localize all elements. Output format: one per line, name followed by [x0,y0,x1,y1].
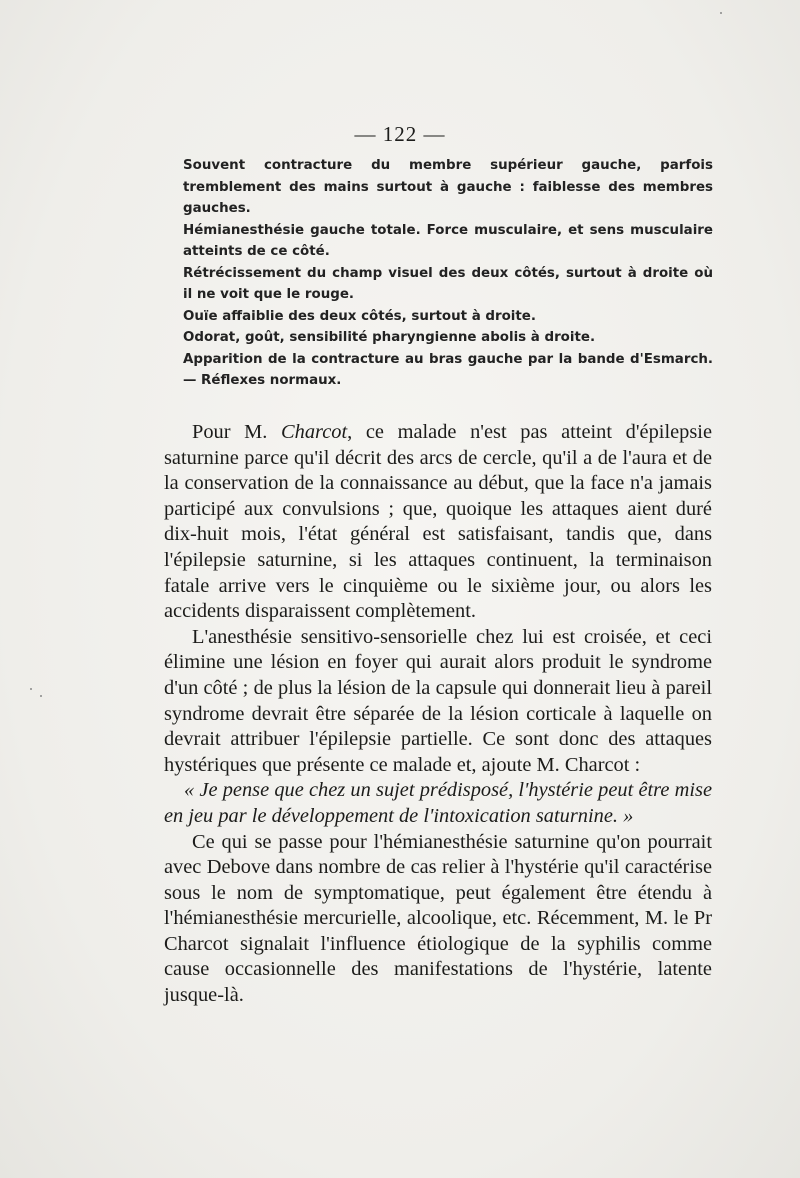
note-line: Odorat, goût, sensibilité pharyngienne abolis à droite. [183,330,596,345]
page-speck [30,688,32,690]
note-line: Hémianesthésie gauche totale. Force musculaire, et sens musculaire atteints de ce côté. [183,222,713,259]
charcot-name: Charcot [281,421,348,443]
paragraph-1 [164,420,712,625]
note-line: Apparition de la contracture au bras gauche par la bande d'Esmarch. — Réflexes normaux. [183,351,713,388]
clinical-notes [183,155,713,392]
charcot-quote: « Je pense que chez un sujet prédisposé, l'hystérie peut être mise en jeu par le développement de l'intoxication saturnine. » [164,779,712,827]
paragraph-1-start: Pour M. [192,421,282,443]
note-line: Rétrécissement du champ visuel des deux côtés, surtout à droite où il ne voit que le rouge. [183,265,713,302]
paragraph-3: Ce qui se passe pour l'hémianesthésie saturnine qu'on pourrait avec Debove dans nombre de cas relier à l'hystérie qu'il caractérise sous le nom de symptomatique, peut également être étendu à l'hémianesthésie mercurielle, alcoolique, etc. Récemment, M. le Pr Charcot signalait l'influence étiologique de la syphilis comme cause occasionnelle des manifestations de l'hystérie, latente jusque-là. [164,830,712,1007]
main-text [164,420,712,1009]
paragraph-1-rest: , ce malade n'est pas atteint d'épilepsie saturnine parce qu'il décrit des arcs de cercle, qu'il a de l'aura et de la conservation de la connaissance au début, que la face n'a jamais participé aux convulsions ; que, quoique les attaques aient duré dix-huit mois, l'état général est satisfaisant, tandis que, dans l'épilepsie saturnine, si les attaques continuent, la terminaison fatale arrive vers le cinquième ou le sixième jour, ou alors les accidents disparaissent complètement. [164,421,713,623]
page-speck [40,695,42,697]
note-line: Ouïe affaiblie des deux côtés, surtout à droite. [183,308,536,324]
note-line: Souvent contracture du membre supérieur gauche, parfois tremblement des mains surtout à gauche : faiblesse des membres gauches. [183,158,713,216]
paragraph-2: L'anesthésie sensitivo-sensorielle chez lui est croisée, et ceci élimine une lésion en foyer qui aurait alors produit le syndrome d'un côté ; de plus la lésion de la capsule qui donnerait lieu à pareil syndrome devrait être séparée de la lésion corticale à laquelle on devrait attribuer l'épilepsie partielle. Ce sont donc des attaques hystériques que présente ce malade et, ajoute M. Charcot : [164,625,712,776]
page-number: — 122 — [354,122,446,146]
page-speck [720,12,722,14]
